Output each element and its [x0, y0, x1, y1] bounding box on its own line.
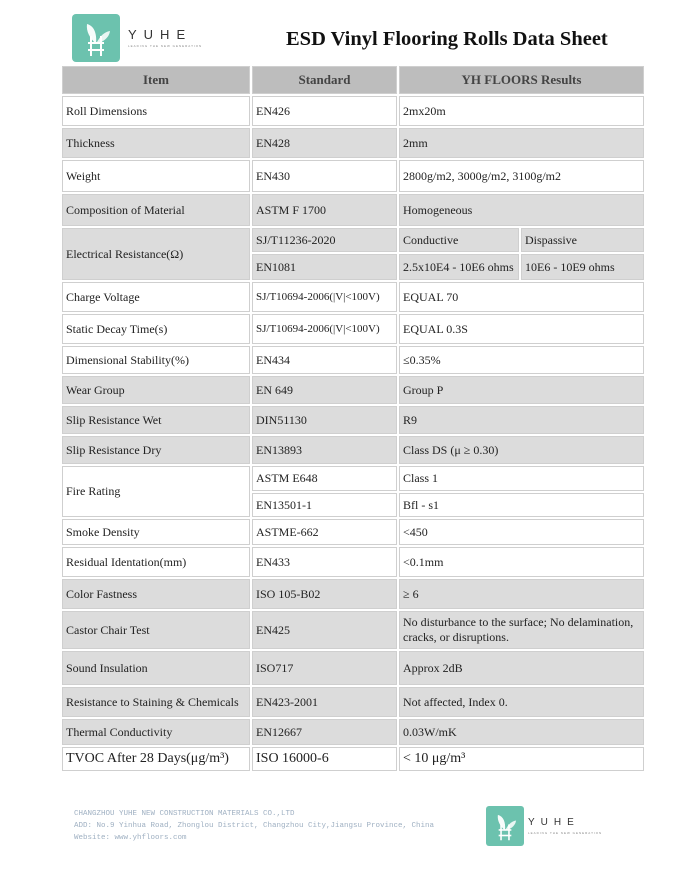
- result-cell: 10E6 - 10E9 ohms: [521, 254, 644, 280]
- item-cell: Roll Dimensions: [62, 96, 250, 126]
- result-cell: Conductive: [399, 228, 519, 252]
- item-cell: Thickness: [62, 128, 250, 158]
- standard-cell: ASTM F 1700: [252, 194, 397, 226]
- result-cell: < 10 μg/m³: [399, 747, 644, 771]
- standard-cell: SJ/T10694-2006(|V|<100V): [252, 314, 397, 344]
- standard-cell: ISO 16000-6: [252, 747, 397, 771]
- result-cell: Homogeneous: [399, 194, 644, 226]
- item-cell: Thermal Conductivity: [62, 719, 250, 745]
- standard-cell: EN434: [252, 346, 397, 374]
- item-cell: Charge Voltage: [62, 282, 250, 312]
- table-row: [62, 406, 644, 434]
- table-row: [62, 547, 644, 577]
- result-cell: Bfl - s1: [399, 493, 644, 517]
- item-cell: Color Fastness: [62, 579, 250, 609]
- result-cell: 2mm: [399, 128, 644, 158]
- item-cell: Composition of Material: [62, 194, 250, 226]
- standard-cell: ASTM E648: [252, 466, 397, 491]
- standard-cell: EN423-2001: [252, 687, 397, 717]
- footer-company: CHANGZHOU YUHE NEW CONSTRUCTION MATERIALS CO.,LTD: [74, 810, 295, 818]
- table-header-row: [62, 66, 644, 94]
- table-row: [62, 466, 644, 491]
- brand-name: YUHE: [128, 27, 193, 42]
- result-cell: EQUAL 0.3S: [399, 314, 644, 344]
- footer-website: Website: www.yhfloors.com: [74, 834, 187, 842]
- brand-tagline: LEADING THE NEW GENERATION: [128, 44, 203, 48]
- item-cell: Sound Insulation: [62, 651, 250, 685]
- result-cell: <450: [399, 519, 644, 545]
- standard-cell: DIN51130: [252, 406, 397, 434]
- column-header-standard: Standard: [252, 66, 397, 94]
- standard-cell: ASTME-662: [252, 519, 397, 545]
- result-cell: 2mx20m: [399, 96, 644, 126]
- result-cell: No disturbance to the surface; No delamination, cracks, or disruptions.: [399, 611, 644, 649]
- item-cell: Castor Chair Test: [62, 611, 250, 649]
- result-cell: <0.1mm: [399, 547, 644, 577]
- table-row: [62, 651, 644, 685]
- table-row: [62, 194, 644, 226]
- item-cell: Static Decay Time(s): [62, 314, 250, 344]
- table-row: [62, 228, 644, 252]
- footer-address: ADD: No.9 Yinhua Road, Zhonglou District, Changzhou City,Jiangsu Province, China: [74, 822, 435, 830]
- column-header-results: YH FLOORS Results: [399, 66, 644, 94]
- leaf-logo-icon: [72, 14, 120, 62]
- result-cell: Class 1: [399, 466, 644, 491]
- standard-cell: EN428: [252, 128, 397, 158]
- document-title: ESD Vinyl Flooring Rolls Data Sheet: [286, 28, 608, 50]
- yuhe-logo: [72, 14, 120, 62]
- standard-cell: EN1081: [252, 254, 397, 280]
- table-row: [62, 376, 644, 404]
- standard-cell: EN426: [252, 96, 397, 126]
- item-cell: Wear Group: [62, 376, 250, 404]
- footer-brand-tagline: LEADING THE NEW GENERATION: [528, 831, 603, 835]
- standard-cell: ISO717: [252, 651, 397, 685]
- standard-cell: EN425: [252, 611, 397, 649]
- item-cell: Dimensional Stability(%): [62, 346, 250, 374]
- result-cell: Class DS (μ ≥ 0.30): [399, 436, 644, 464]
- standard-cell: EN433: [252, 547, 397, 577]
- table-row: [62, 96, 644, 126]
- standard-cell: EN 649: [252, 376, 397, 404]
- standard-cell: EN12667: [252, 719, 397, 745]
- table-row: [62, 579, 644, 609]
- footer-brand-name: YUHE: [528, 817, 580, 828]
- item-cell: Electrical Resistance(Ω): [62, 228, 250, 280]
- standard-cell: ISO 105-B02: [252, 579, 397, 609]
- item-cell: TVOC After 28 Days(μg/m³): [62, 747, 250, 771]
- standard-cell: EN13501-1: [252, 493, 397, 517]
- result-cell: 0.03W/mK: [399, 719, 644, 745]
- result-cell: 2.5x10E4 - 10E6 ohms: [399, 254, 519, 280]
- item-cell: Smoke Density: [62, 519, 250, 545]
- item-cell: Residual Identation(mm): [62, 547, 250, 577]
- table-row: [62, 314, 644, 344]
- result-cell: ≥ 6: [399, 579, 644, 609]
- table-row: [62, 346, 644, 374]
- result-cell: 2800g/m2, 3000g/m2, 3100g/m2: [399, 160, 644, 192]
- table-row: [62, 282, 644, 312]
- item-cell: Fire Rating: [62, 466, 250, 517]
- item-cell: Weight: [62, 160, 250, 192]
- table-row: [62, 687, 644, 717]
- column-header-item: Item: [62, 66, 250, 94]
- result-cell: Not affected, Index 0.: [399, 687, 644, 717]
- result-cell: Approx 2dB: [399, 651, 644, 685]
- item-cell: Resistance to Staining & Chemicals: [62, 687, 250, 717]
- standard-cell: EN430: [252, 160, 397, 192]
- item-cell: Slip Resistance Dry: [62, 436, 250, 464]
- result-cell: R9: [399, 406, 644, 434]
- standard-cell: SJ/T11236-2020: [252, 228, 397, 252]
- leaf-logo-icon: [486, 806, 524, 846]
- standard-cell: SJ/T10694-2006(|V|<100V): [252, 282, 397, 312]
- result-cell: Group P: [399, 376, 644, 404]
- table-row: [62, 747, 644, 771]
- table-row: [62, 719, 644, 745]
- footer-address-block: [74, 808, 434, 844]
- result-cell: Dispassive: [521, 228, 644, 252]
- table-row: [62, 436, 644, 464]
- item-cell: Slip Resistance Wet: [62, 406, 250, 434]
- data-sheet-table: [60, 64, 646, 773]
- standard-cell: EN13893: [252, 436, 397, 464]
- table-row: [62, 128, 644, 158]
- table-row: [62, 160, 644, 192]
- result-cell: ≤0.35%: [399, 346, 644, 374]
- table-row: [62, 611, 644, 649]
- footer-logo: [486, 806, 524, 846]
- table-row: [62, 519, 644, 545]
- result-cell: EQUAL 70: [399, 282, 644, 312]
